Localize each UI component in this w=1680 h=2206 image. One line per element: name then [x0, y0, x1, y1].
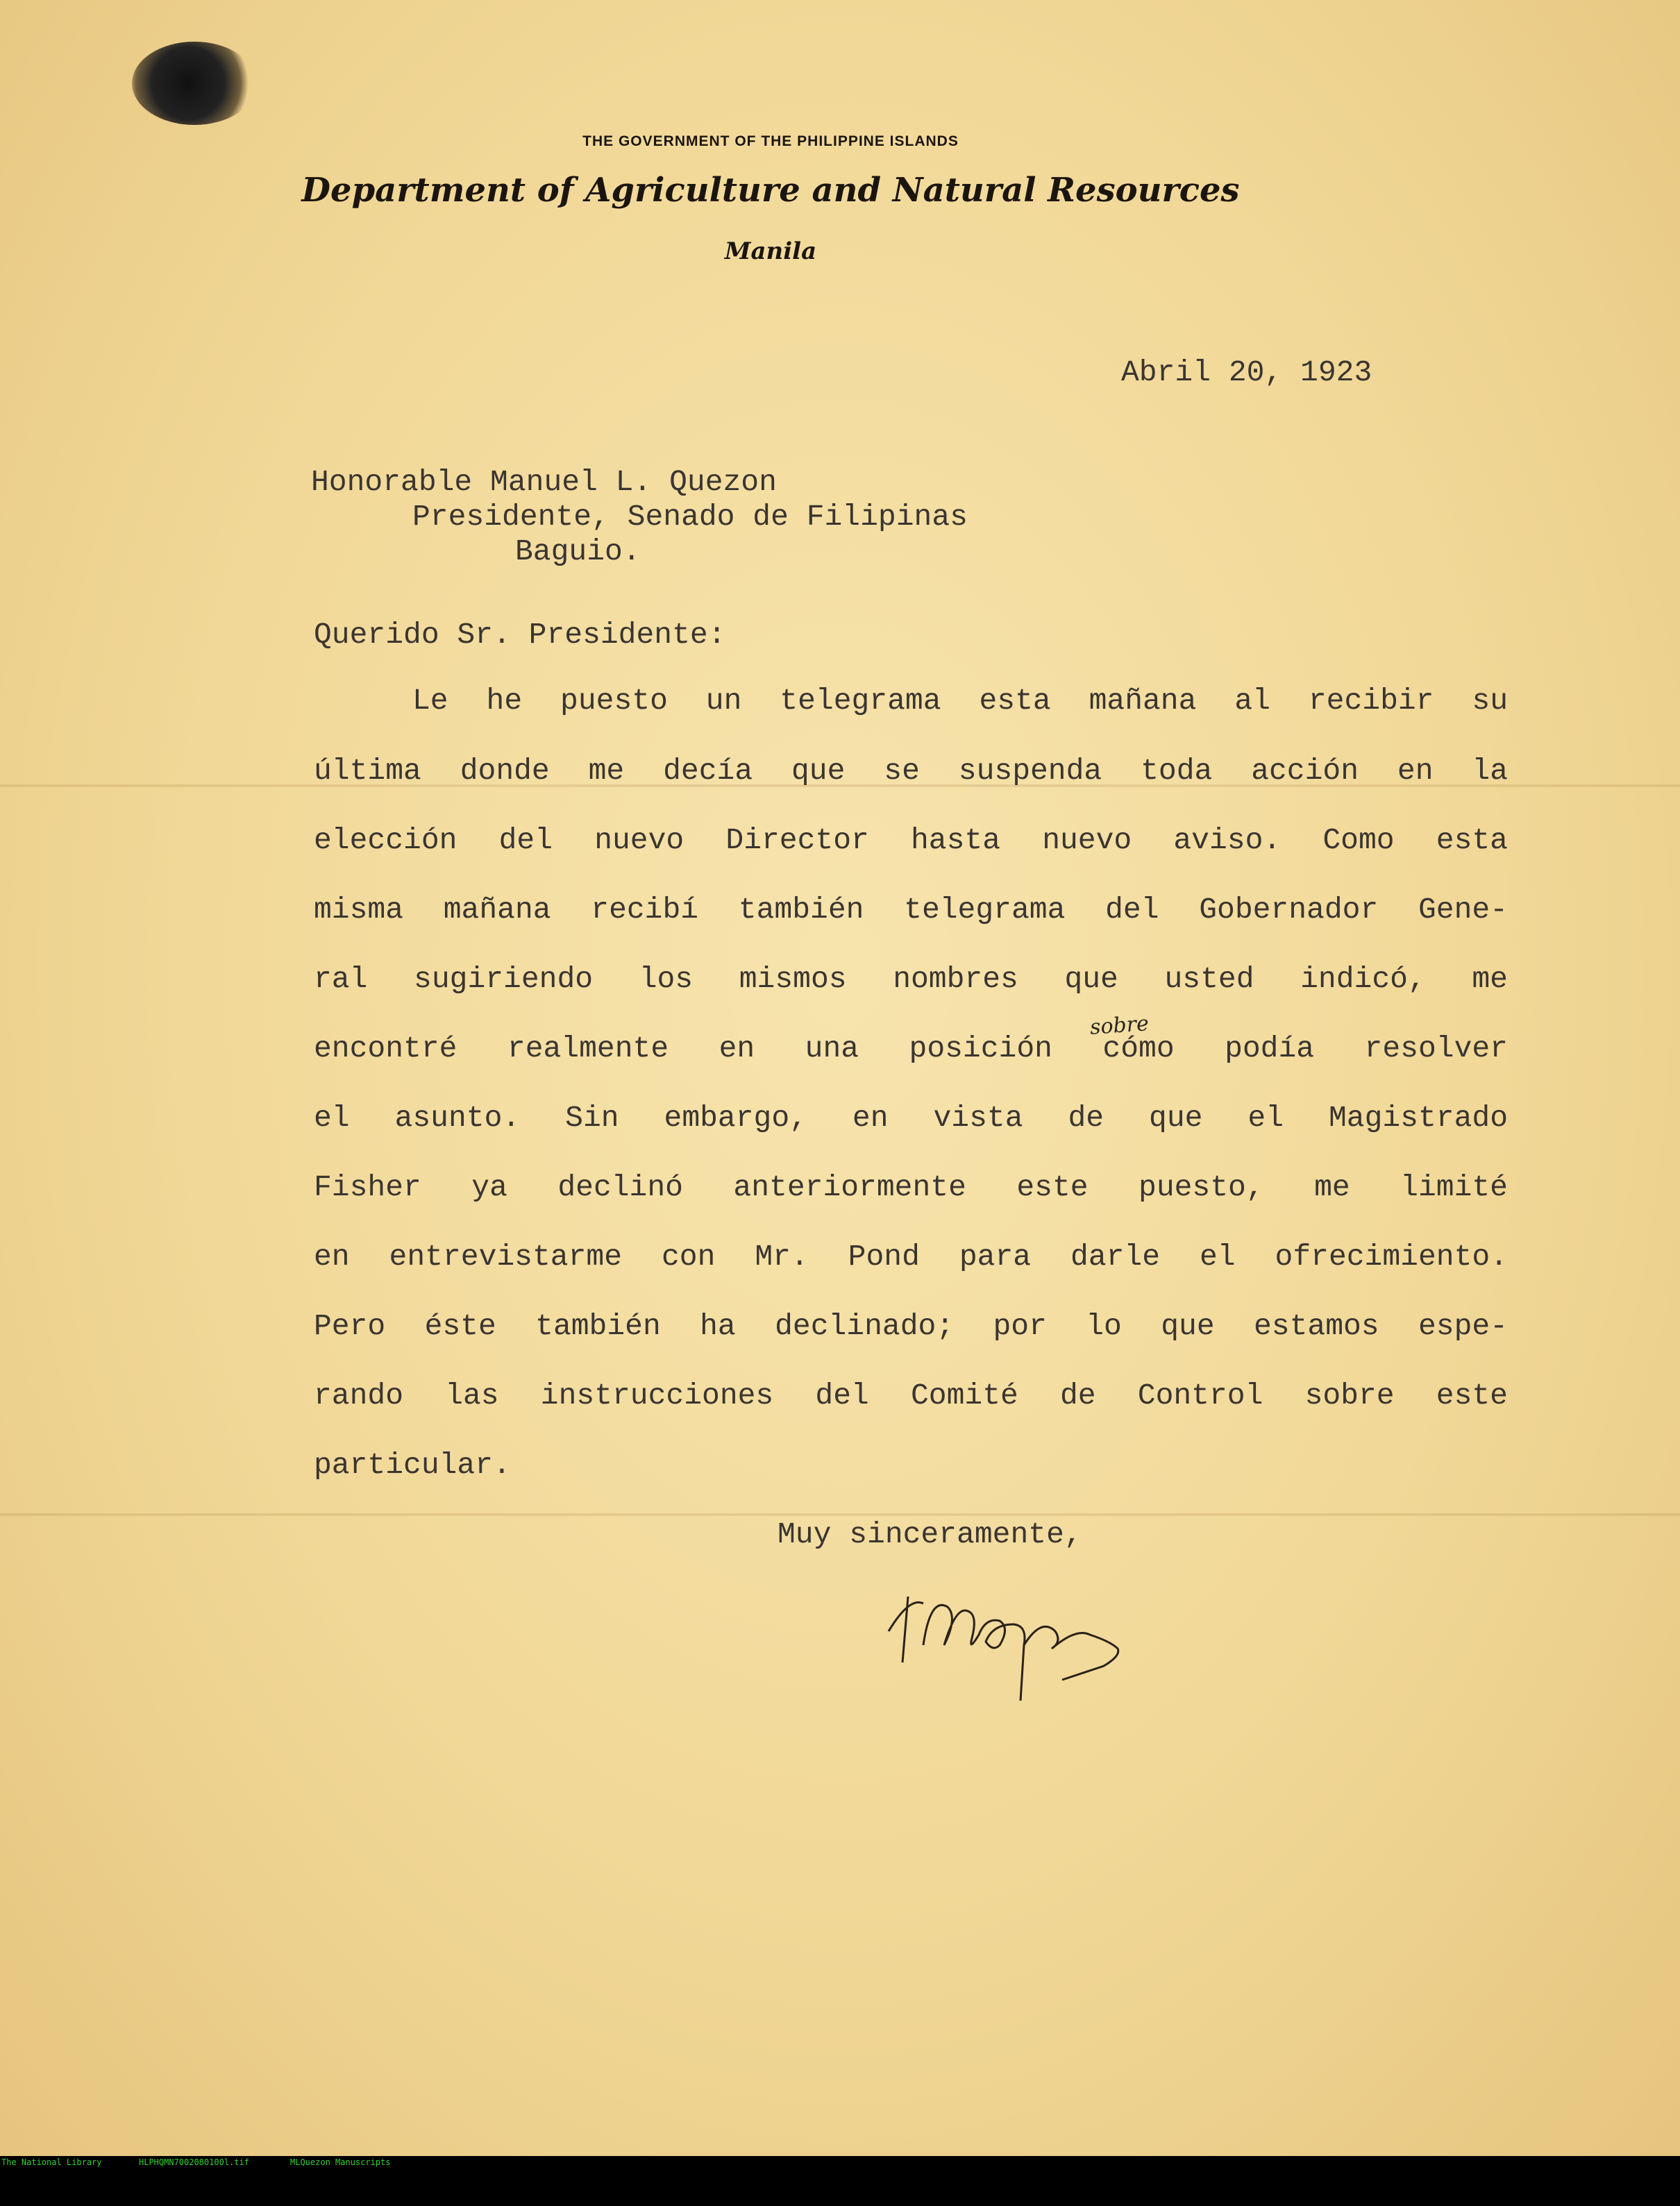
body-line: Pero éste también ha declinado; por lo que estamos espe-: [314, 1309, 1508, 1343]
closing: Muy sinceramente,: [778, 1517, 1082, 1551]
footer-filename: HLPHQMN7002080100l.tif: [139, 2157, 249, 2167]
signature-scribble: [882, 1569, 1159, 1708]
body-line: Fisher ya declinó anteriormente este puesto, me limité: [314, 1170, 1508, 1204]
body-line: en entrevistarme con Mr. Pond para darle el ofrecimiento.: [314, 1240, 1508, 1274]
recipient-title: Presidente, Senado de Filipinas: [412, 500, 968, 534]
handwritten-insertion: sobre: [1089, 1011, 1150, 1040]
letter-date: Abril 20, 1923: [1121, 355, 1372, 389]
letterhead-department: Department of Agriculture and Natural Resources: [301, 171, 1240, 210]
ink-blot: [132, 42, 257, 125]
body-line: Le he puesto un telegrama esta mañana al recibir su: [412, 684, 1508, 718]
recipient-name: Honorable Manuel L. Quezon: [311, 465, 777, 499]
letterhead-city: Manila: [724, 237, 817, 265]
body-line: ral sugiriendo los mismos nombres que usted indicó, me: [314, 962, 1508, 996]
body-line: elección del nuevo Director hasta nuevo aviso. Como esta: [314, 823, 1508, 857]
archive-footer: [0, 2156, 1680, 2169]
salutation: Querido Sr. Presidente:: [314, 618, 726, 652]
body-line: encontré realmente en una posición cómo podía resolver: [314, 1032, 1508, 1066]
body-line: particular.: [314, 1448, 511, 1482]
body-line: misma mañana recibí también telegrama del Gobernador Gene-: [314, 893, 1508, 927]
footer-collection: MLQuezon Manuscripts: [290, 2157, 391, 2167]
body-line: última donde me decía que se suspenda toda acción en la: [314, 754, 1508, 788]
recipient-location: Baguio.: [515, 534, 641, 569]
body-line: el asunto. Sin embargo, en vista de que el Magistrado: [314, 1101, 1508, 1135]
body-line: rando las instrucciones del Comité de Control sobre este: [314, 1379, 1508, 1413]
fold-crease: [0, 1513, 1680, 1516]
signature: [882, 1569, 1159, 1711]
footer-library: The National Library: [1, 2157, 102, 2167]
letterhead-government: THE GOVERNMENT OF THE PHILIPPINE ISLANDS: [582, 133, 959, 149]
